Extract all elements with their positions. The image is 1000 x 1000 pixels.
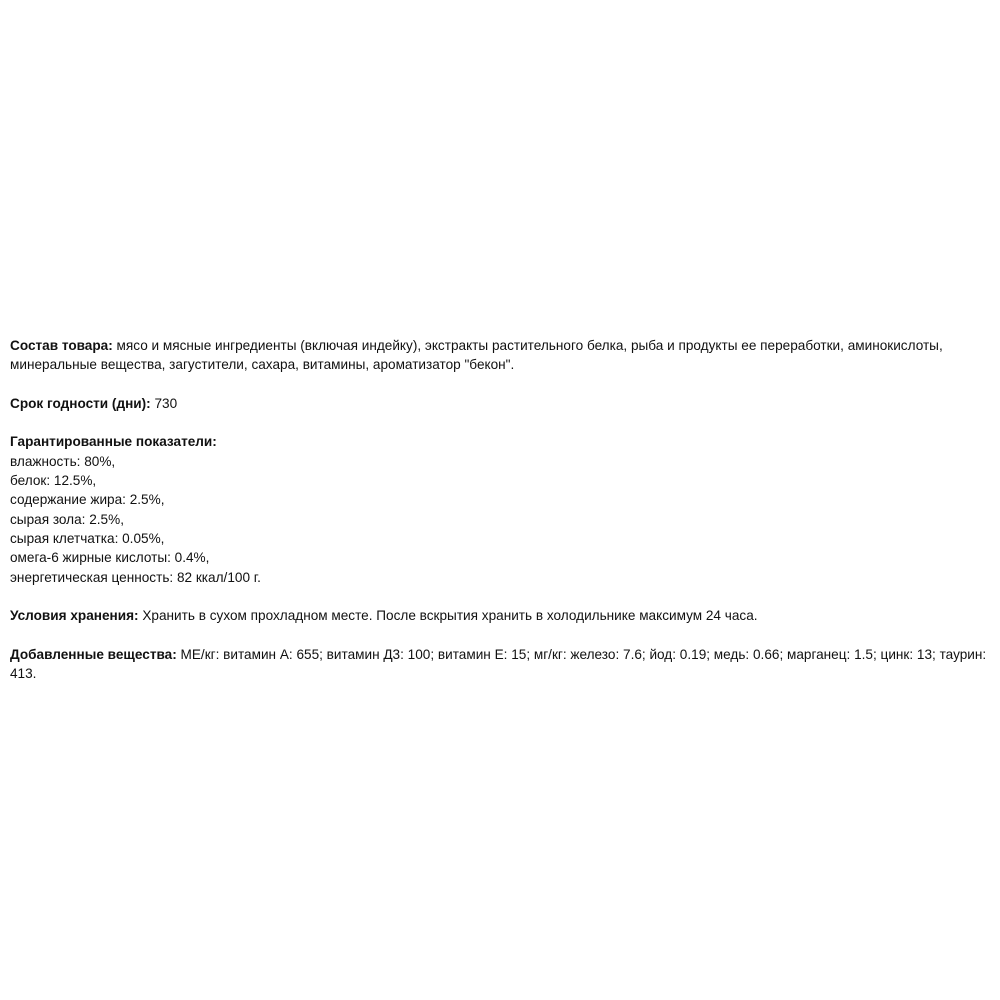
composition-text: мясо и мясные ингредиенты (включая индейку), экстракты растительного белка, рыба и продукты ее переработки, аминокислоты, минеральные вещества, загустители, сахара, витамины, ароматизатор "бекон". xyxy=(10,338,943,373)
guaranteed-item-energy: энергетическая ценность: 82 ккал/100 г. xyxy=(10,569,261,585)
guaranteed-item-protein: белок: 12.5%, xyxy=(10,473,97,489)
guaranteed-item-fat: содержание жира: 2.5%, xyxy=(10,492,165,508)
composition-section xyxy=(10,336,995,375)
composition-label: Состав товара: xyxy=(10,338,113,353)
additives-label: Добавленные вещества: xyxy=(10,646,177,662)
shelf-life-section xyxy=(10,394,995,413)
product-info xyxy=(10,336,995,703)
additives-text: МЕ/кг: витамин А: 655; витамин Д3: 100; витамин Е: 15; мг/кг: железо: 7.6; йод: 0.19; медь: 0.66; марганец: 1.5; цинк: 13; таурин: 413. xyxy=(10,646,987,682)
storage-text: Хранить в сухом прохладном месте. После вскрытия хранить в холодильнике максимум 24 часа. xyxy=(142,608,758,624)
guaranteed-label: Гарантированные показатели: xyxy=(10,434,217,450)
storage-label: Условия хранения: xyxy=(10,608,139,624)
guaranteed-item-fiber: сырая клетчатка: 0.05%, xyxy=(10,530,165,546)
storage-section xyxy=(10,606,995,625)
shelf-life-value: 730 xyxy=(154,395,178,411)
guaranteed-item-moisture: влажность: 80%, xyxy=(10,453,116,469)
guaranteed-item-ash: сырая зола: 2.5%, xyxy=(10,511,124,527)
guaranteed-item-omega6: омега-6 жирные кислоты: 0.4%, xyxy=(10,550,210,566)
shelf-life-label: Срок годности (дни): xyxy=(10,395,151,411)
guaranteed-section xyxy=(10,432,995,586)
additives-section xyxy=(10,645,995,684)
